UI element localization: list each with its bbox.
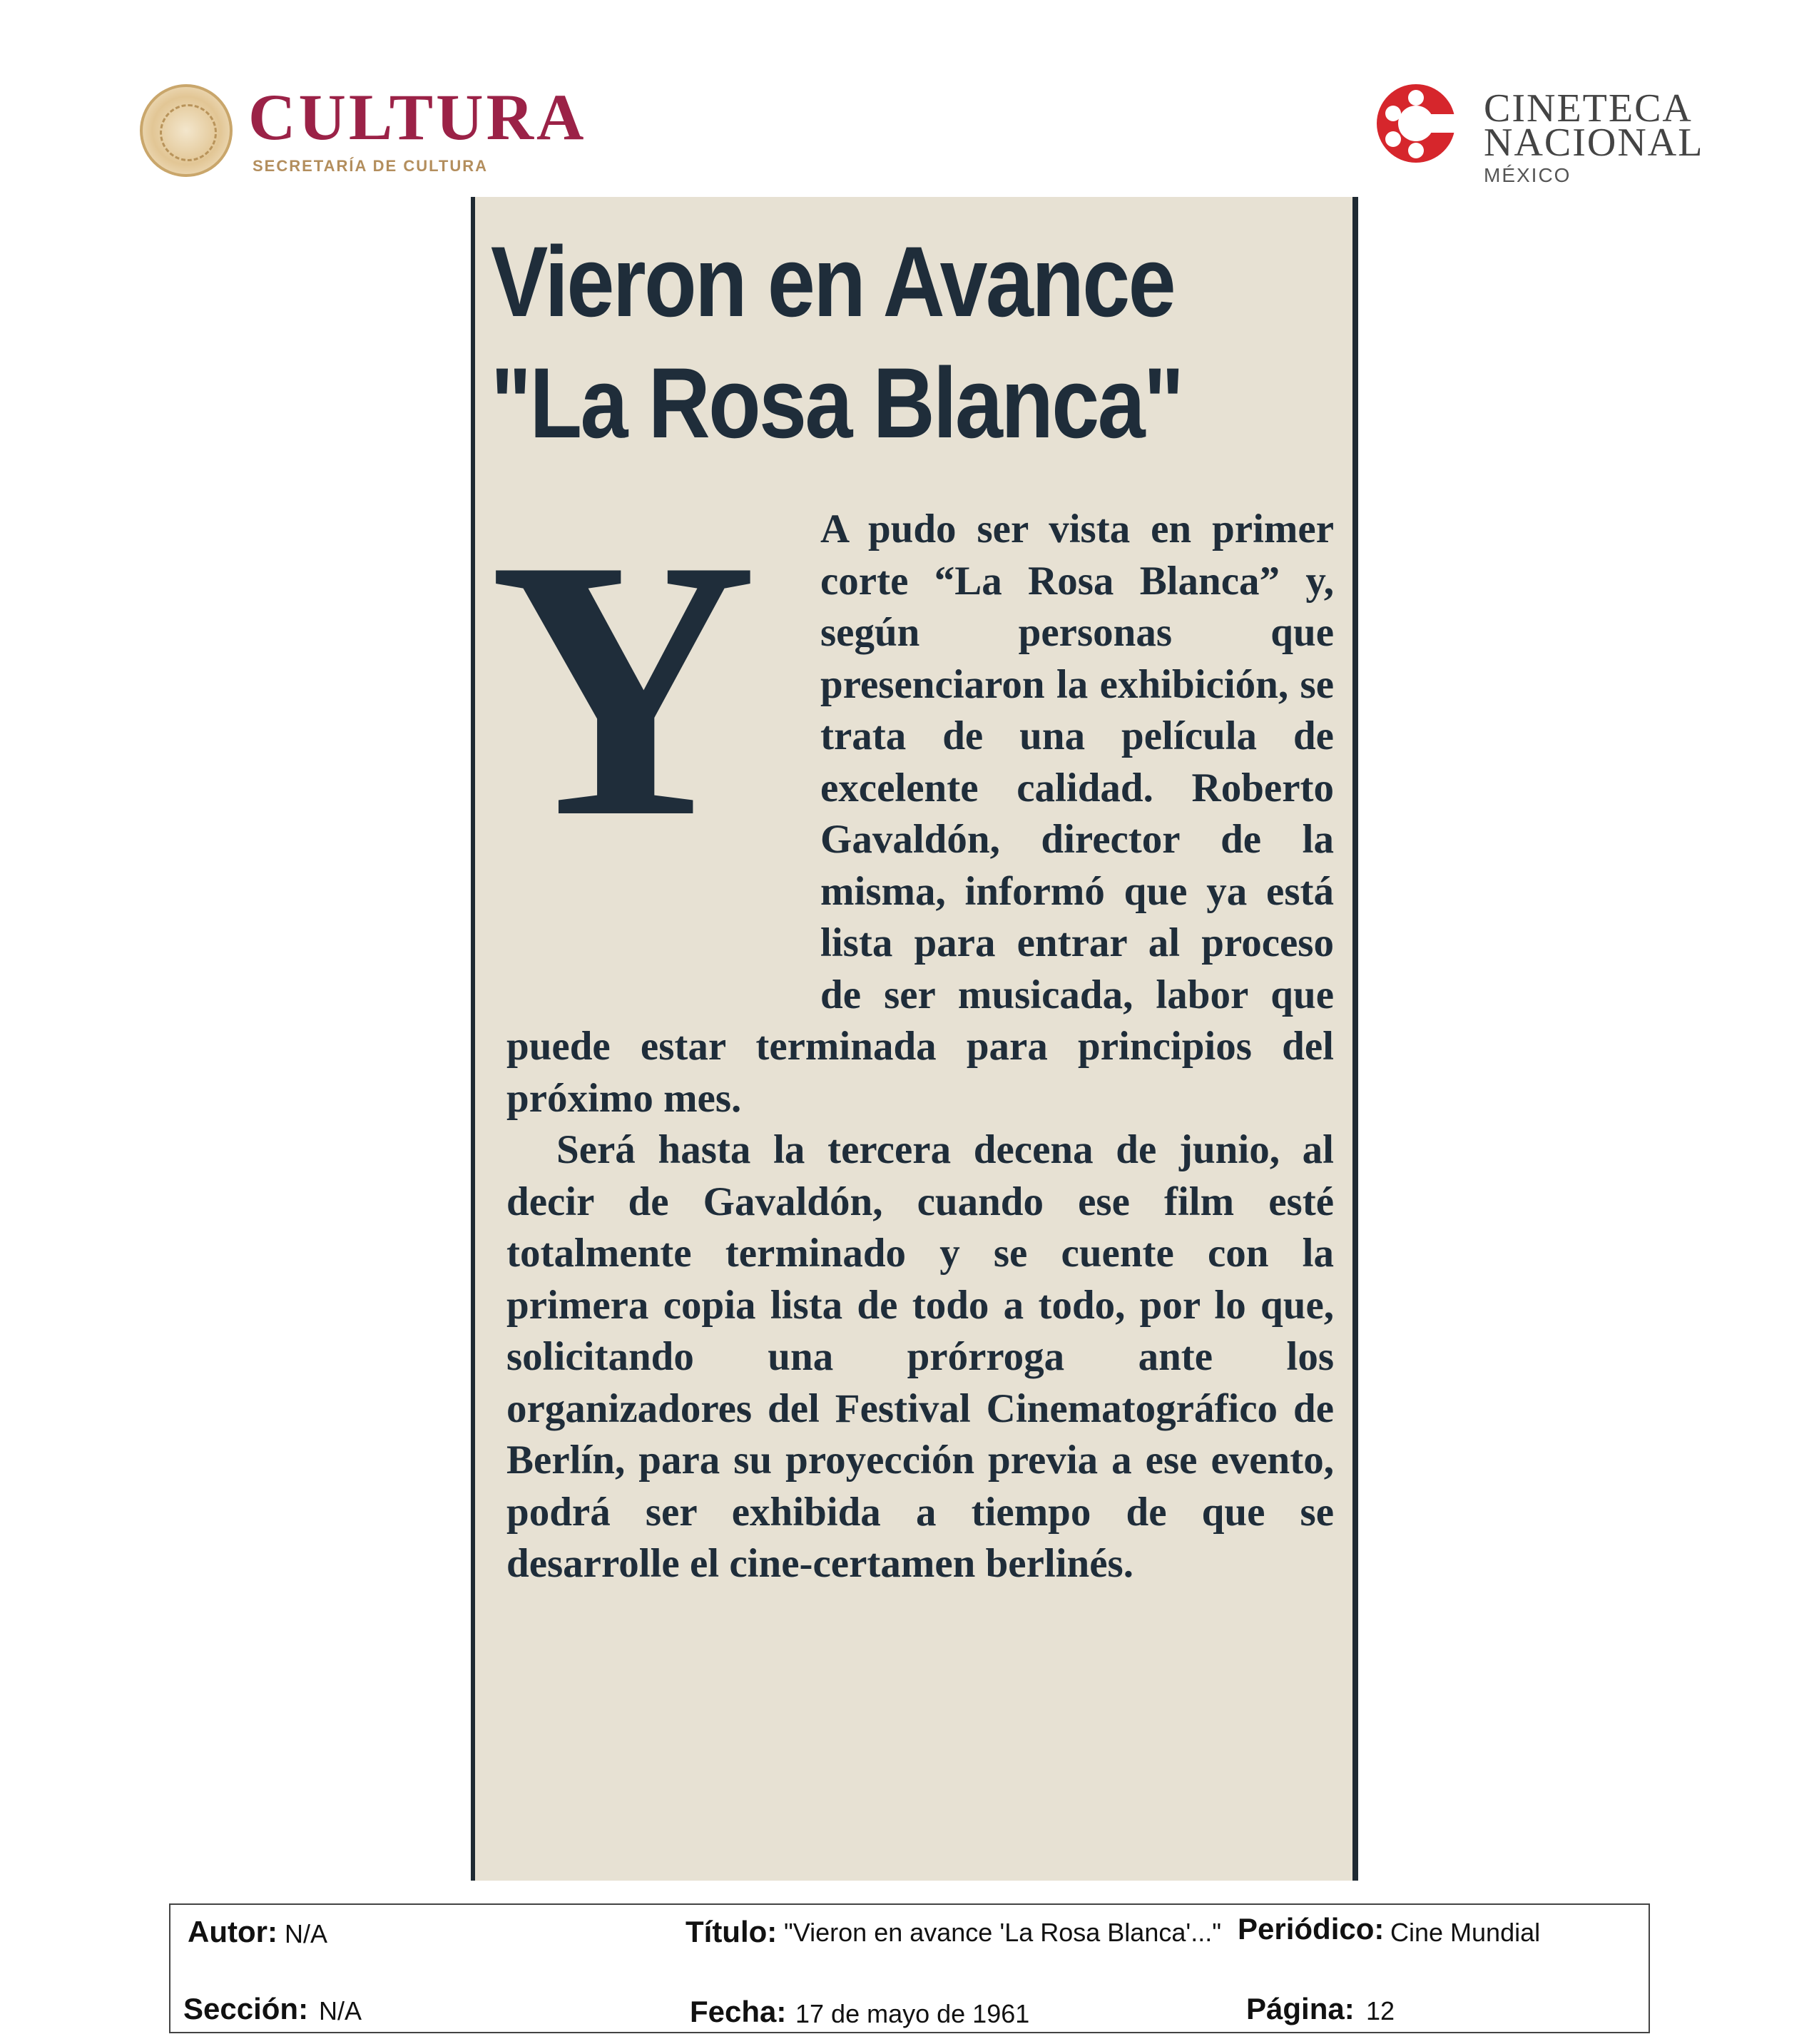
article-paragraph-1: A pudo ser vista en primer corte “La Rosa Blanca” y, según personas que presenciaron la exhibición, se trata de una película de excelente calidad. Roberto Gavaldón, director de la misma, informó que ya está lista para entrar al proceso de ser musicada, labor que puede estar terminada para principios del próximo mes. <box>506 507 1334 1121</box>
cineteca-logo <box>1377 84 1704 186</box>
mexican-seal-icon <box>140 84 233 177</box>
cultura-wordmark: CULTURA <box>248 81 587 153</box>
article-headline <box>491 221 1215 464</box>
newspaper-clipping <box>471 197 1358 1881</box>
pagina-value: 12 <box>1366 1996 1395 2025</box>
autor-value: N/A <box>285 1919 328 1948</box>
titulo-label: Título: <box>686 1915 778 1948</box>
cineteca-country: MÉXICO <box>1484 164 1571 186</box>
headline-line-2: "La Rosa Blanca" <box>491 347 1183 459</box>
periodico-label: Periódico: <box>1238 1912 1385 1946</box>
titulo-value: "Vieron en avance 'La Rosa Blanca'..." <box>784 1918 1222 1947</box>
headline-line-1: Vieron en Avance <box>491 225 1175 337</box>
article-paragraph-2: Será hasta la tercera decena de junio, al decir de Gavaldón, cuando ese film esté totalmente terminado y se cuente con la primera copia lista de todo a todo, por lo que, solicitando una prórroga ante los organizadores del Festival Cinematográfico de Berlín, para su proyección previa a ese evento, podrá ser exhibida a tiempo de que se desarrolle el cine-certamen berlinés. <box>506 1127 1334 1586</box>
seccion-label: Sección: <box>183 1992 309 2025</box>
fecha-value: 17 de mayo de 1961 <box>795 1999 1030 2028</box>
fecha-label: Fecha: <box>690 1995 787 2028</box>
pagina-label: Página: <box>1246 1992 1355 2025</box>
cultura-subtitle: SECRETARÍA DE CULTURA <box>253 157 489 175</box>
cineteca-wordmark-line2: NACIONAL <box>1484 121 1704 165</box>
metadata-table <box>169 1903 1650 2033</box>
periodico-value: Cine Mundial <box>1390 1918 1541 1947</box>
autor-label: Autor: <box>188 1915 277 1948</box>
film-reel-icon <box>1377 84 1455 163</box>
seccion-value: N/A <box>319 1996 362 2025</box>
cultura-logo <box>140 81 611 184</box>
cineteca-wordmark-line1: CINETECA <box>1484 86 1693 131</box>
article-body <box>506 504 1334 1590</box>
drop-cap: Y <box>489 484 758 894</box>
